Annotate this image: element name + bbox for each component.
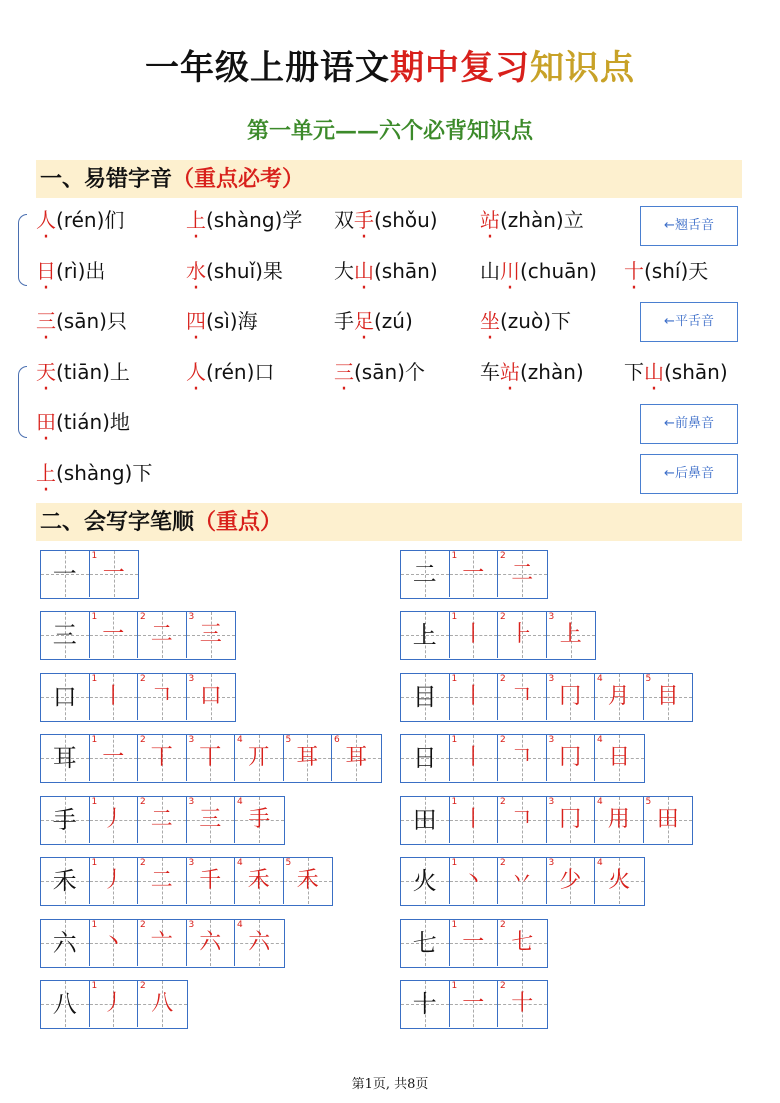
character-glyph: 六 <box>52 929 77 957</box>
stroke-number: 4 <box>597 858 603 868</box>
title-part3: 知识点 <box>530 48 635 88</box>
character-glyph: 日 <box>412 744 437 772</box>
stroke-step-glyph: 丨 <box>102 684 125 709</box>
character-cell <box>41 981 90 1027</box>
section-pronunciation-header <box>36 160 742 198</box>
stroke-step-cell <box>90 674 139 720</box>
pinyin-and-suffix: (chuān) <box>520 259 597 283</box>
character-glyph: 耳 <box>52 744 77 772</box>
stroke-number: 5 <box>285 858 292 868</box>
target-character: 田 <box>36 410 56 434</box>
group-brace <box>18 214 27 286</box>
stroke-number: 4 <box>237 858 243 868</box>
stroke-number: 1 <box>91 735 98 745</box>
character-glyph: 十 <box>412 990 437 1018</box>
stroke-number: 5 <box>645 797 652 807</box>
character-cell <box>41 920 90 966</box>
stroke-number: 2 <box>140 858 146 868</box>
pinyin-and-suffix: (zú) <box>374 309 413 333</box>
stroke-number: 3 <box>548 674 555 684</box>
stroke-step-glyph: 丅 <box>199 745 222 770</box>
pinyin-and-suffix: (sān)个 <box>354 360 425 384</box>
stroke-number: 3 <box>548 797 555 807</box>
stroke-step-cell <box>90 981 139 1027</box>
stroke-step-cell <box>450 920 499 966</box>
stroke-order-row <box>40 980 188 1029</box>
pinyin-and-suffix: (shuǐ)果 <box>206 259 283 283</box>
stroke-step-glyph: 冂 <box>559 807 582 832</box>
pinyin-and-suffix: (tiān)上 <box>56 360 130 384</box>
stroke-step-glyph: 耳 <box>345 745 368 770</box>
stroke-step-glyph: 一 <box>102 561 125 586</box>
stroke-step-glyph: 丌 <box>247 745 270 770</box>
stroke-step-glyph: 丿 <box>102 868 125 893</box>
character-cell <box>401 920 450 966</box>
stroke-number: 1 <box>451 551 458 561</box>
stroke-step-glyph: 𠃍 <box>510 807 533 832</box>
stroke-step-glyph: 二 <box>150 807 173 832</box>
stroke-step-cell <box>450 551 499 597</box>
stroke-number: 1 <box>451 674 458 684</box>
stroke-number: 3 <box>188 612 195 622</box>
target-character: 人 <box>36 208 56 232</box>
pronunciation-item <box>480 206 584 234</box>
stroke-step-glyph: 八 <box>151 991 174 1016</box>
pronunciation-item <box>480 307 571 335</box>
target-character: 川 <box>500 259 520 283</box>
stroke-step-cell <box>187 797 236 843</box>
stroke-step-cell <box>187 612 236 658</box>
stroke-number: 1 <box>91 920 98 930</box>
stroke-order-row <box>40 857 333 906</box>
stroke-step-cell <box>235 735 284 781</box>
stroke-number: 6 <box>334 735 340 745</box>
stroke-step-cell <box>498 612 547 658</box>
stroke-number: 3 <box>548 612 555 622</box>
stroke-order-row <box>400 734 645 783</box>
stroke-number: 3 <box>188 858 195 868</box>
label-flat: ←平舌音 <box>640 302 738 342</box>
pronunciation-item <box>36 307 127 335</box>
character-cell <box>41 797 90 843</box>
character-cell <box>401 981 450 1027</box>
pronunciation-item <box>36 257 105 285</box>
stroke-number: 1 <box>451 612 458 622</box>
character-cell <box>401 674 450 720</box>
stroke-step-cell <box>138 735 187 781</box>
stroke-number: 2 <box>500 981 506 991</box>
stroke-step-cell <box>595 797 644 843</box>
stroke-number: 2 <box>140 612 146 622</box>
character-glyph: 目 <box>412 683 437 711</box>
stroke-number: 4 <box>597 797 603 807</box>
target-character: 站 <box>500 360 520 384</box>
stroke-step-glyph: 禾 <box>247 868 270 893</box>
stroke-number: 2 <box>140 920 146 930</box>
character-cell <box>401 612 450 658</box>
target-character: 足 <box>354 309 374 333</box>
word-prefix: 山 <box>480 259 500 283</box>
target-character: 人 <box>186 360 206 384</box>
target-character: 上 <box>36 461 56 485</box>
stroke-step-glyph: 用 <box>607 807 630 832</box>
stroke-order-row <box>40 673 236 722</box>
pronunciation-item <box>186 307 258 335</box>
section-heading: 一、易错字音 <box>40 166 173 192</box>
stroke-step-cell <box>595 674 644 720</box>
stroke-step-glyph: 丨 <box>462 807 485 832</box>
pronunciation-item <box>36 408 130 436</box>
stroke-number: 4 <box>597 735 603 745</box>
stroke-number: 1 <box>91 797 98 807</box>
stroke-order-row <box>400 919 548 968</box>
pinyin-and-suffix: (tián)地 <box>56 410 130 434</box>
stroke-number: 3 <box>188 920 195 930</box>
stroke-number: 3 <box>188 797 195 807</box>
stroke-step-cell <box>90 920 139 966</box>
stroke-step-cell <box>138 981 187 1027</box>
stroke-step-glyph: 一 <box>102 745 125 770</box>
stroke-number: 1 <box>91 551 98 561</box>
pronunciation-item <box>334 358 425 386</box>
stroke-step-cell <box>138 612 187 658</box>
pinyin-and-suffix: (rén)们 <box>56 208 125 232</box>
target-character: 上 <box>186 208 206 232</box>
stroke-step-cell <box>90 858 139 904</box>
stroke-step-cell <box>498 920 547 966</box>
character-glyph: 火 <box>412 867 437 895</box>
stroke-step-cell <box>644 797 693 843</box>
stroke-number: 2 <box>500 551 506 561</box>
stroke-number: 5 <box>285 735 292 745</box>
character-cell <box>401 735 450 781</box>
character-glyph: 手 <box>52 806 77 834</box>
stroke-step-glyph: 冂 <box>559 745 582 770</box>
stroke-step-cell <box>450 735 499 781</box>
stroke-step-glyph: 口 <box>199 684 222 709</box>
stroke-number: 2 <box>500 858 506 868</box>
stroke-step-glyph: 禾 <box>296 868 319 893</box>
character-cell <box>41 551 90 597</box>
unit-subtitle: 第一单元——六个必背知识点 <box>246 118 533 144</box>
pronunciation-item <box>186 257 283 285</box>
character-cell <box>41 674 90 720</box>
pronunciation-item <box>36 358 130 386</box>
stroke-step-cell <box>450 797 499 843</box>
stroke-step-glyph: 二 <box>150 868 173 893</box>
stroke-number: 4 <box>237 735 243 745</box>
stroke-step-cell <box>90 612 139 658</box>
pinyin-and-suffix: (zuò)下 <box>500 309 572 333</box>
stroke-step-glyph: 火 <box>608 868 631 893</box>
stroke-order-row <box>400 673 693 722</box>
stroke-order-row <box>40 611 236 660</box>
stroke-number: 2 <box>500 797 506 807</box>
stroke-step-glyph: 二 <box>511 561 534 586</box>
character-cell <box>401 797 450 843</box>
stroke-step-glyph: 一 <box>462 561 485 586</box>
word-prefix: 车 <box>480 360 500 384</box>
stroke-step-cell <box>450 981 499 1027</box>
stroke-step-glyph: 六 <box>199 930 222 955</box>
stroke-step-glyph: 丶 <box>102 930 125 955</box>
stroke-number: 1 <box>451 858 458 868</box>
stroke-step-glyph: 千 <box>199 868 222 893</box>
pronunciation-item <box>480 257 597 285</box>
pronunciation-item <box>36 206 124 234</box>
page-number: 第1页, 共8页 <box>351 1077 429 1092</box>
stroke-step-cell <box>235 797 284 843</box>
word-prefix: 大 <box>334 259 354 283</box>
stroke-order-row <box>400 857 645 906</box>
pinyin-and-suffix: (zhàn) <box>520 360 584 384</box>
stroke-step-cell <box>284 858 333 904</box>
word-prefix: 手 <box>334 309 354 333</box>
stroke-number: 2 <box>140 981 146 991</box>
stroke-number: 2 <box>500 920 506 930</box>
stroke-number: 1 <box>451 920 458 930</box>
stroke-step-cell <box>284 735 333 781</box>
target-character: 十 <box>624 259 644 283</box>
stroke-step-glyph: 二 <box>150 622 173 647</box>
pronunciation-item <box>186 358 274 386</box>
character-glyph: 口 <box>52 683 77 711</box>
stroke-order-row <box>400 980 548 1029</box>
section-highlight: （重点） <box>194 509 283 535</box>
stroke-step-glyph: 三 <box>199 807 222 832</box>
target-character: 水 <box>186 259 206 283</box>
pronunciation-item <box>334 307 413 335</box>
stroke-step-cell <box>450 858 499 904</box>
stroke-step-glyph: 少 <box>559 868 582 893</box>
stroke-step-cell <box>595 858 644 904</box>
pinyin-and-suffix: (shān) <box>664 360 728 384</box>
stroke-step-cell <box>595 735 644 781</box>
stroke-step-cell <box>498 981 547 1027</box>
target-character: 山 <box>354 259 374 283</box>
character-glyph: 八 <box>52 990 77 1018</box>
stroke-number: 2 <box>140 797 146 807</box>
stroke-step-cell <box>450 674 499 720</box>
stroke-order-row <box>400 550 548 599</box>
pronunciation-item <box>334 206 438 234</box>
stroke-step-glyph: 𠃍 <box>510 745 533 770</box>
stroke-step-cell <box>187 674 236 720</box>
stroke-step-cell <box>498 551 547 597</box>
stroke-step-cell <box>90 551 139 597</box>
label-back-nasal: ←后鼻音 <box>640 454 738 494</box>
stroke-step-glyph: 丨 <box>462 622 485 647</box>
stroke-step-glyph: 𠃍 <box>510 684 533 709</box>
pinyin-and-suffix: (shān) <box>374 259 438 283</box>
stroke-number: 3 <box>188 674 195 684</box>
stroke-number: 1 <box>91 612 98 622</box>
pronunciation-item <box>36 459 152 487</box>
stroke-number: 4 <box>597 674 603 684</box>
stroke-number: 4 <box>237 797 243 807</box>
stroke-step-cell <box>235 920 284 966</box>
stroke-number: 1 <box>91 981 98 991</box>
character-glyph: 三 <box>52 621 77 649</box>
stroke-step-glyph: 丨 <box>462 745 485 770</box>
stroke-step-cell <box>547 674 596 720</box>
pinyin-and-suffix: (rì)出 <box>56 259 106 283</box>
target-character: 山 <box>644 360 664 384</box>
target-character: 站 <box>480 208 500 232</box>
stroke-order-row <box>40 550 139 599</box>
stroke-step-cell <box>547 612 596 658</box>
stroke-step-cell <box>90 797 139 843</box>
target-character: 天 <box>36 360 56 384</box>
stroke-step-glyph: 丶 <box>462 868 485 893</box>
stroke-number: 5 <box>645 674 652 684</box>
pinyin-and-suffix: (shàng)下 <box>56 461 153 485</box>
target-character: 四 <box>186 309 206 333</box>
character-glyph: 上 <box>412 621 437 649</box>
pinyin-and-suffix: (sān)只 <box>56 309 127 333</box>
section-highlight: （重点必考） <box>172 166 305 192</box>
stroke-number: 1 <box>451 735 458 745</box>
title-part2: 期中复习 <box>390 48 530 88</box>
character-glyph: 禾 <box>52 867 77 895</box>
character-cell <box>41 612 90 658</box>
stroke-number: 2 <box>500 674 506 684</box>
stroke-step-glyph: 亠 <box>150 930 173 955</box>
stroke-step-glyph: 目 <box>656 684 679 709</box>
stroke-step-cell <box>498 735 547 781</box>
target-character: 手 <box>354 208 374 232</box>
stroke-number: 3 <box>548 735 555 745</box>
stroke-step-glyph: 月 <box>607 684 630 709</box>
stroke-step-cell <box>450 612 499 658</box>
stroke-step-glyph: 三 <box>199 622 222 647</box>
group-brace <box>18 366 27 438</box>
stroke-order-row <box>40 919 285 968</box>
stroke-number: 4 <box>237 920 243 930</box>
target-character: 日 <box>36 259 56 283</box>
stroke-order-row <box>40 734 382 783</box>
pinyin-and-suffix: (shǒu) <box>374 208 438 232</box>
pinyin-and-suffix: (sì)海 <box>206 309 258 333</box>
character-cell <box>41 735 90 781</box>
stroke-step-cell <box>498 674 547 720</box>
stroke-order-row <box>400 796 693 845</box>
word-prefix: 双 <box>334 208 354 232</box>
stroke-step-glyph: 丿 <box>102 991 125 1016</box>
character-cell <box>401 858 450 904</box>
stroke-step-cell <box>644 674 693 720</box>
character-glyph: 一 <box>52 560 77 588</box>
stroke-step-cell <box>498 858 547 904</box>
character-cell <box>41 858 90 904</box>
character-cell <box>401 551 450 597</box>
stroke-step-glyph: 一 <box>462 991 485 1016</box>
pronunciation-item <box>334 257 438 285</box>
pinyin-and-suffix: (rén)口 <box>206 360 275 384</box>
stroke-step-glyph: 手 <box>248 807 271 832</box>
stroke-number: 1 <box>91 858 98 868</box>
stroke-step-cell <box>547 858 596 904</box>
stroke-step-glyph: 丨 <box>462 684 485 709</box>
stroke-number: 2 <box>140 735 146 745</box>
stroke-step-glyph: ⺊ <box>510 622 533 647</box>
stroke-order-row <box>40 796 285 845</box>
page-title <box>0 40 780 89</box>
stroke-step-cell <box>138 797 187 843</box>
pronunciation-item <box>480 358 584 386</box>
stroke-step-cell <box>187 920 236 966</box>
character-glyph: 七 <box>412 929 437 957</box>
stroke-step-glyph: 丿 <box>102 807 125 832</box>
stroke-order-row <box>400 611 596 660</box>
stroke-step-glyph: 一 <box>102 622 125 647</box>
pronunciation-item <box>624 358 728 386</box>
stroke-number: 1 <box>451 797 458 807</box>
label-retroflex: ←翘舌音 <box>640 206 738 246</box>
stroke-step-glyph: 耳 <box>296 745 319 770</box>
pinyin-and-suffix: (zhàn)立 <box>500 208 584 232</box>
stroke-step-cell <box>547 797 596 843</box>
stroke-step-glyph: 十 <box>511 991 534 1016</box>
section-heading: 二、会写字笔顺 <box>40 509 195 535</box>
stroke-step-glyph: 丷 <box>510 868 533 893</box>
section-stroke-order-header <box>36 503 742 541</box>
stroke-number: 2 <box>140 674 146 684</box>
pronunciation-item <box>624 257 708 285</box>
stroke-step-cell <box>332 735 381 781</box>
stroke-step-cell <box>138 674 187 720</box>
stroke-step-glyph: 𠃍 <box>150 684 173 709</box>
stroke-step-glyph: 上 <box>559 622 582 647</box>
stroke-step-glyph: 七 <box>511 930 534 955</box>
target-character: 坐 <box>480 309 500 333</box>
stroke-step-glyph: 冂 <box>559 684 582 709</box>
stroke-number: 1 <box>91 674 98 684</box>
stroke-step-cell <box>187 735 236 781</box>
pinyin-and-suffix: (shí)天 <box>644 259 709 283</box>
stroke-step-cell <box>90 735 139 781</box>
stroke-step-glyph: 田 <box>656 807 679 832</box>
stroke-step-cell <box>498 797 547 843</box>
stroke-step-cell <box>138 858 187 904</box>
stroke-step-glyph: 六 <box>248 930 271 955</box>
target-character: 三 <box>36 309 56 333</box>
stroke-number: 3 <box>188 735 195 745</box>
stroke-number: 1 <box>451 981 458 991</box>
stroke-step-cell <box>547 735 596 781</box>
stroke-step-cell <box>187 858 236 904</box>
word-prefix: 下 <box>624 360 644 384</box>
stroke-step-glyph: 丅 <box>150 745 173 770</box>
title-part1: 一年级上册语文 <box>145 48 390 88</box>
character-glyph: 二 <box>412 560 437 588</box>
stroke-step-glyph: 日 <box>608 745 631 770</box>
stroke-step-glyph: 一 <box>462 930 485 955</box>
pronunciation-item <box>186 206 302 234</box>
stroke-number: 2 <box>500 612 506 622</box>
stroke-number: 2 <box>500 735 506 745</box>
character-glyph: 田 <box>412 806 437 834</box>
pinyin-and-suffix: (shàng)学 <box>206 208 303 232</box>
target-character: 三 <box>334 360 354 384</box>
stroke-number: 3 <box>548 858 555 868</box>
label-front-nasal: ←前鼻音 <box>640 404 738 444</box>
stroke-step-cell <box>138 920 187 966</box>
stroke-step-cell <box>235 858 284 904</box>
